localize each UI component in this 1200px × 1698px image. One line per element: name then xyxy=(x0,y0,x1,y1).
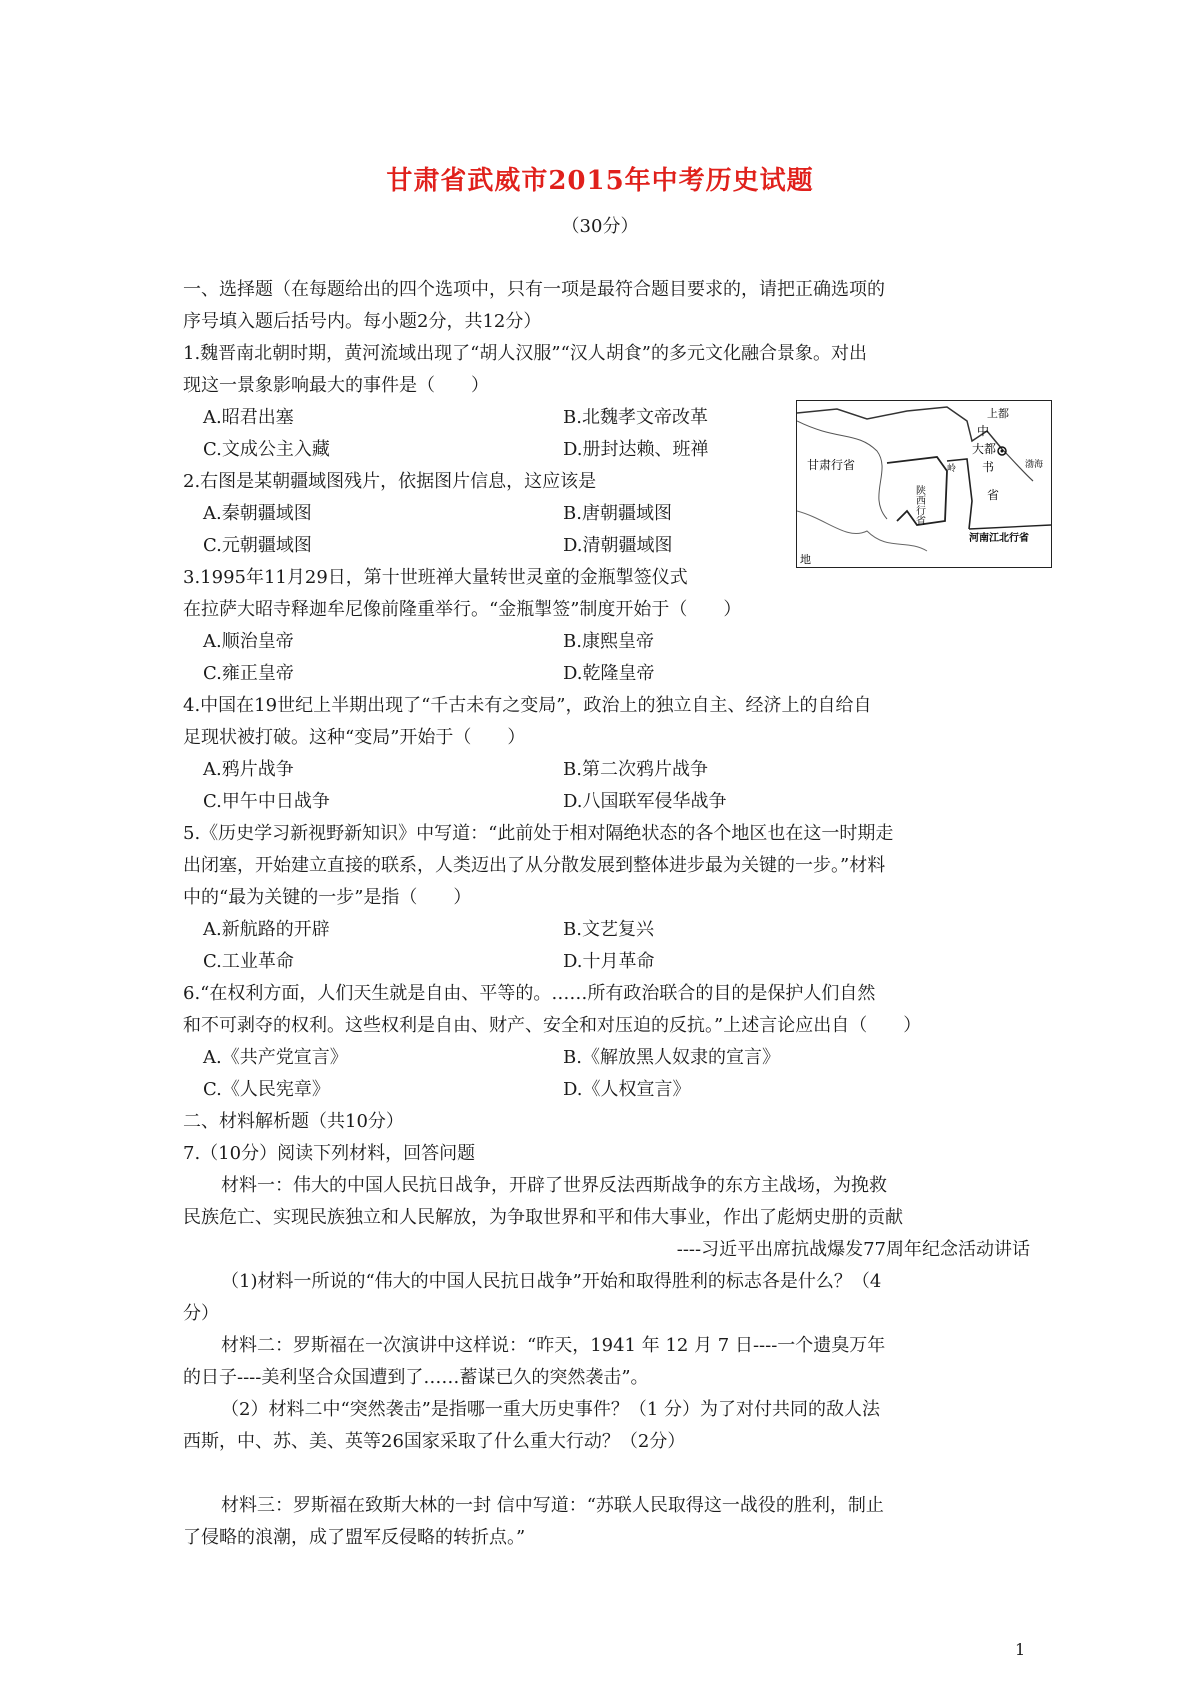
q4-option-d: D.八国联军侵华战争 xyxy=(563,791,727,812)
q7-material1-source: ----习近平出席抗战爆发77周年纪念活动讲话 xyxy=(676,1239,1030,1260)
q4-stem: 4.中国在19世纪上半期出现了“千古未有之变局”，政治上的独立自主、经济上的自给自 xyxy=(183,695,872,716)
section2-heading: 二、材料解析题（共10分） xyxy=(183,1111,404,1132)
map-label-gansu: 甘肃行省 xyxy=(807,458,856,472)
q5-option-c: C.工业革命 xyxy=(203,951,294,972)
q4-stem-cont: 足现状被打破。这种“变局”开始于（ ） xyxy=(183,727,526,748)
map-label-zhong: 中 xyxy=(977,424,990,438)
map-label-dadu: 大都 xyxy=(972,442,997,456)
section1-heading-cont: 序号填入题后括号内。每小题2分，共12分） xyxy=(183,311,542,332)
map-label-henan: 河南江北行省 xyxy=(969,533,1029,544)
q7-subquestion1: （1)材料一所说的“伟大的中国人民抗日战争”开始和取得胜利的标志各是什么？（4 xyxy=(221,1271,882,1292)
q6-option-c: C.《人民宪章》 xyxy=(203,1079,330,1100)
q1-option-b: B.北魏孝文帝改革 xyxy=(563,407,708,428)
q3-stem: 3.1995年11月29日，第十世班禅大量转世灵童的金瓶掣签仪式 xyxy=(183,567,688,588)
map-label-shangdu: 上都 xyxy=(987,407,1009,420)
q3-option-b: B.康熙皇帝 xyxy=(563,631,654,652)
map-label-bohai: 渤海 xyxy=(1025,460,1044,470)
q2-option-a: A.秦朝疆域图 xyxy=(203,503,312,524)
q2-stem: 2.右图是某朝疆域图残片，依据图片信息，这应该是 xyxy=(183,471,597,492)
q3-option-d: D.乾隆皇帝 xyxy=(563,663,655,684)
q4-option-b: B.第二次鸦片战争 xyxy=(563,759,708,780)
map-label-shu: 书 xyxy=(982,460,995,474)
q3-stem-cont: 在拉萨大昭寺释迦牟尼像前隆重举行。“金瓶掣签”制度开始于（ ） xyxy=(183,599,742,620)
q5-option-d: D.十月革命 xyxy=(563,951,655,972)
score-subtitle: （30分） xyxy=(561,216,639,237)
capital-marker-dot xyxy=(1001,450,1004,453)
q5-stem-cont: 出闭塞，开始建立直接的联系，人类迈出了从分散发展到整体进步最为关键的一步。”材料 xyxy=(183,855,886,876)
q7-material3: 材料三：罗斯福在致斯大林的一封 信中写道：“苏联人民取得这一战役的胜利，制止 xyxy=(221,1495,884,1516)
map-henan-border xyxy=(969,525,1051,529)
q7-material1-cont: 民族危亡、实现民族独立和人民解放，为争取世界和平和伟大事业，作出了彪炳史册的贡献 xyxy=(183,1207,903,1228)
map-label-di: 地 xyxy=(800,553,811,566)
q6-stem-cont: 和不可剥夺的权利。这些权利是自由、财产、安全和对压迫的反抗。”上述言论应出自（ ） xyxy=(183,1015,922,1036)
q6-option-a: A.《共产党宣言》 xyxy=(203,1047,348,1068)
map-label-shaanxi: 陕西行省 xyxy=(913,485,925,525)
q1-option-c: C.文成公主入藏 xyxy=(203,439,330,460)
q1-option-d: D.册封达赖、班禅 xyxy=(563,439,709,460)
q7-material1: 材料一：伟大的中国人民抗日战争，开辟了世界反法西斯战争的东方主战场，为挽救 xyxy=(221,1175,887,1196)
q2-option-b: B.唐朝疆域图 xyxy=(563,503,672,524)
q1-stem-cont: 现这一景象影响最大的事件是（ ） xyxy=(183,375,489,396)
q7-subquestion1-cont: 分） xyxy=(183,1303,219,1324)
q5-stem-cont2: 中的“最为关键的一步”是指（ ） xyxy=(183,887,472,908)
q5-option-a: A.新航路的开辟 xyxy=(203,919,330,940)
q5-stem: 5.《历史学习新视野新知识》中写道：“此前处于相对隔绝状态的各个地区也在这一时期走 xyxy=(183,823,894,844)
q3-option-a: A.顺治皇帝 xyxy=(203,631,294,652)
map-drawing xyxy=(797,401,1051,567)
section1-heading: 一、选择题（在每题给出的四个选项中，只有一项是最符合题目要求的，请把正确选项的 xyxy=(183,279,885,300)
q4-option-c: C.甲午中日战争 xyxy=(203,791,330,812)
map-label-ling: 岭 xyxy=(947,464,957,474)
map-river xyxy=(797,511,927,551)
q3-option-c: C.雍正皇帝 xyxy=(203,663,294,684)
q6-stem: 6.“在权利方面，人们天生就是自由、平等的。……所有政治联合的目的是保护人们自然 xyxy=(183,983,876,1004)
q7-material2-cont: 的日子----美利坚合众国遭到了……蓄谋已久的突然袭击”。 xyxy=(183,1367,649,1388)
page-number: 1 xyxy=(1015,1640,1026,1659)
q7-material2: 材料二：罗斯福在一次演讲中这样说：“昨天，1941 年 12 月 7 日----一个遗臭万年 xyxy=(221,1335,886,1356)
q6-option-b: B.《解放黑人奴隶的宣言》 xyxy=(563,1047,780,1068)
q4-option-a: A.鸦片战争 xyxy=(203,759,294,780)
q1-stem: 1.魏晋南北朝时期，黄河流域出现了“胡人汉服”“汉人胡食”的多元文化融合景象。对出 xyxy=(183,343,867,364)
map-label-sheng: 省 xyxy=(987,488,1000,502)
q2-option-d: D.清朝疆域图 xyxy=(563,535,673,556)
q1-option-a: A.昭君出塞 xyxy=(203,407,294,428)
q7-intro: 7.（10分）阅读下列材料，回答问题 xyxy=(183,1143,476,1164)
territory-map-figure xyxy=(796,400,1052,568)
q7-subquestion2: （2）材料二中“突然袭击”是指哪一重大历史事件？（1 分）为了对付共同的敌人法 xyxy=(221,1399,881,1420)
q2-option-c: C.元朝疆域图 xyxy=(203,535,312,556)
page-title: 甘肃省武威市2015年中考历史试题 xyxy=(386,166,814,196)
q6-option-d: D.《人权宣言》 xyxy=(563,1079,691,1100)
q7-material3-cont: 了侵略的浪潮，成了盟军反侵略的转折点。” xyxy=(183,1527,526,1548)
q5-option-b: B.文艺复兴 xyxy=(563,919,654,940)
q7-subquestion2-cont: 西斯，中、苏、美、英等26国家采取了什么重大行动？（2分） xyxy=(183,1431,686,1452)
